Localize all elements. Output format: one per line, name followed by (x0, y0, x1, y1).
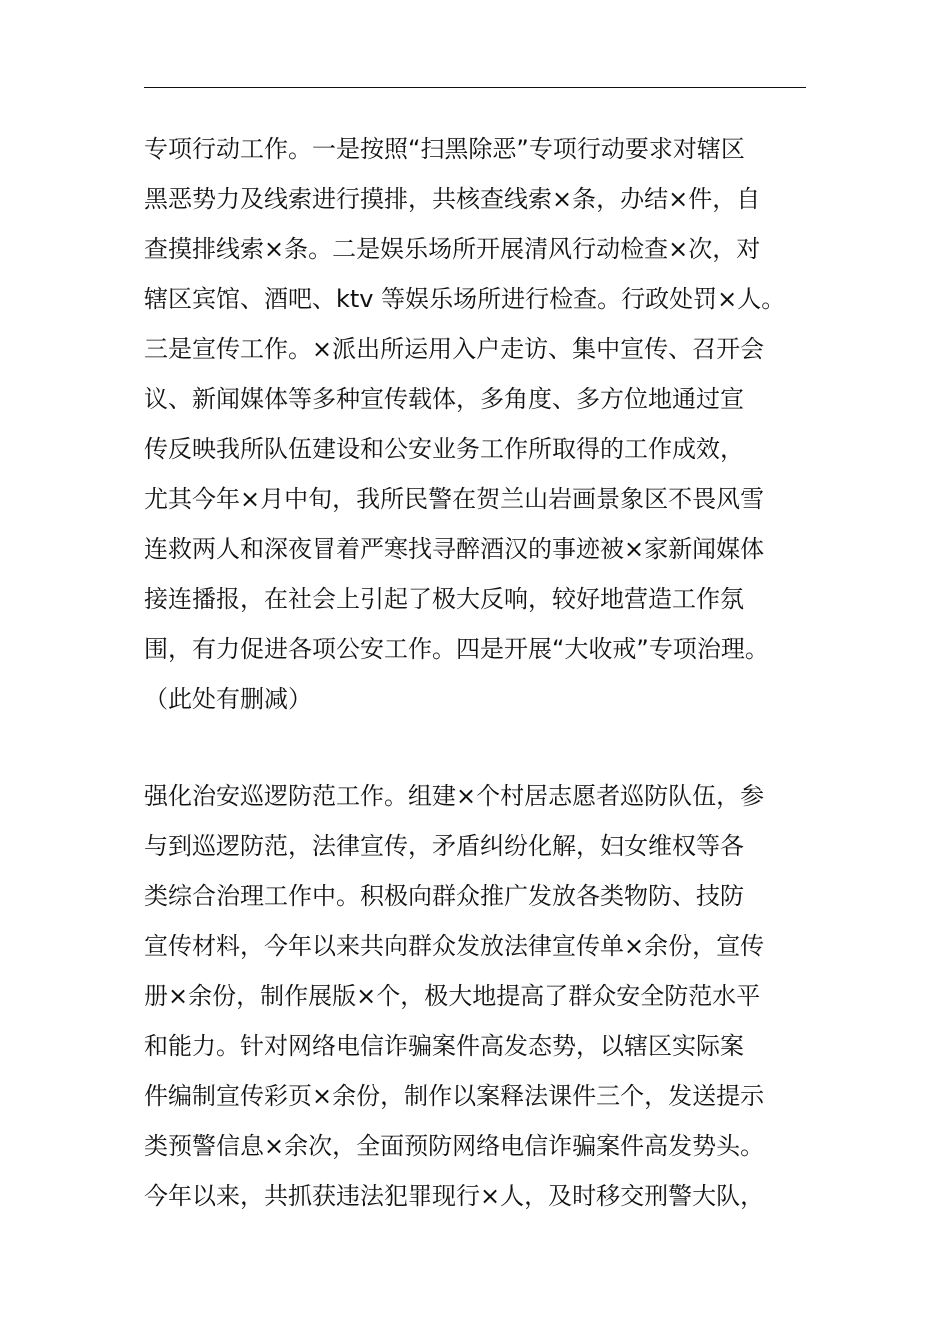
text-line: 专项行动工作。一是按照“扫黑除恶”专项行动要求对辖区 (144, 135, 745, 163)
text-line: 今年以来，共抓获违法犯罪现行×人，及时移交刑警大队， (144, 1182, 765, 1210)
text-line: 传反映我所队伍建设和公安业务工作所取得的工作成效， (144, 435, 744, 463)
text-line: （此处有删减） (144, 685, 312, 713)
text-line: 查摸排线索×条。二是娱乐场所开展清风行动检查×次，对 (144, 235, 761, 263)
text-line: 辖区宾馆、酒吧、ktv 等娱乐场所进行检查。行政处罚×人。 (144, 285, 786, 313)
text-line: 议、新闻媒体等多种宣传载体，多角度、多方位地通过宣 (144, 385, 744, 413)
text-line: 宣传材料，今年以来共向群众发放法律宣传单×余份，宣传 (144, 932, 765, 960)
text-line: 类预警信息×余次，全面预防网络电信诈骗案件高发势头。 (144, 1132, 765, 1160)
text-line: 件编制宣传彩页×余份，制作以案释法课件三个，发送提示 (144, 1082, 765, 1110)
text-line: 黑恶势力及线索进行摸排，共核查线索×条，办结×件，自 (144, 185, 761, 213)
text-line: 接连播报，在社会上引起了极大反响，较好地营造工作氛 (144, 585, 744, 613)
header-rule (144, 87, 806, 88)
paragraph-special-actions (144, 124, 812, 724)
text-line: 和能力。针对网络电信诈骗案件高发态势，以辖区实际案 (144, 1032, 744, 1060)
text-line: 三是宣传工作。×派出所运用入户走访、集中宣传、召开会 (144, 335, 765, 363)
paragraph-patrol-prevention (144, 771, 812, 1221)
text-line: 类综合治理工作中。积极向群众推广发放各类物防、技防 (144, 882, 744, 910)
text-line: 尤其今年×月中旬，我所民警在贺兰山岩画景象区不畏风雪 (144, 485, 765, 513)
text-line: 与到巡逻防范，法律宣传，矛盾纠纷化解，妇女维权等各 (144, 832, 744, 860)
text-line: 册×余份，制作展版×个，极大地提高了群众安全防范水平 (144, 982, 761, 1010)
text-line: 强化治安巡逻防范工作。组建×个村居志愿者巡防队伍，参 (144, 782, 765, 810)
text-line: 连救两人和深夜冒着严寒找寻醉酒汉的事迹被×家新闻媒体 (144, 535, 765, 563)
text-line: 围，有力促进各项公安工作。四是开展“大收戒”专项治理。 (144, 635, 769, 663)
